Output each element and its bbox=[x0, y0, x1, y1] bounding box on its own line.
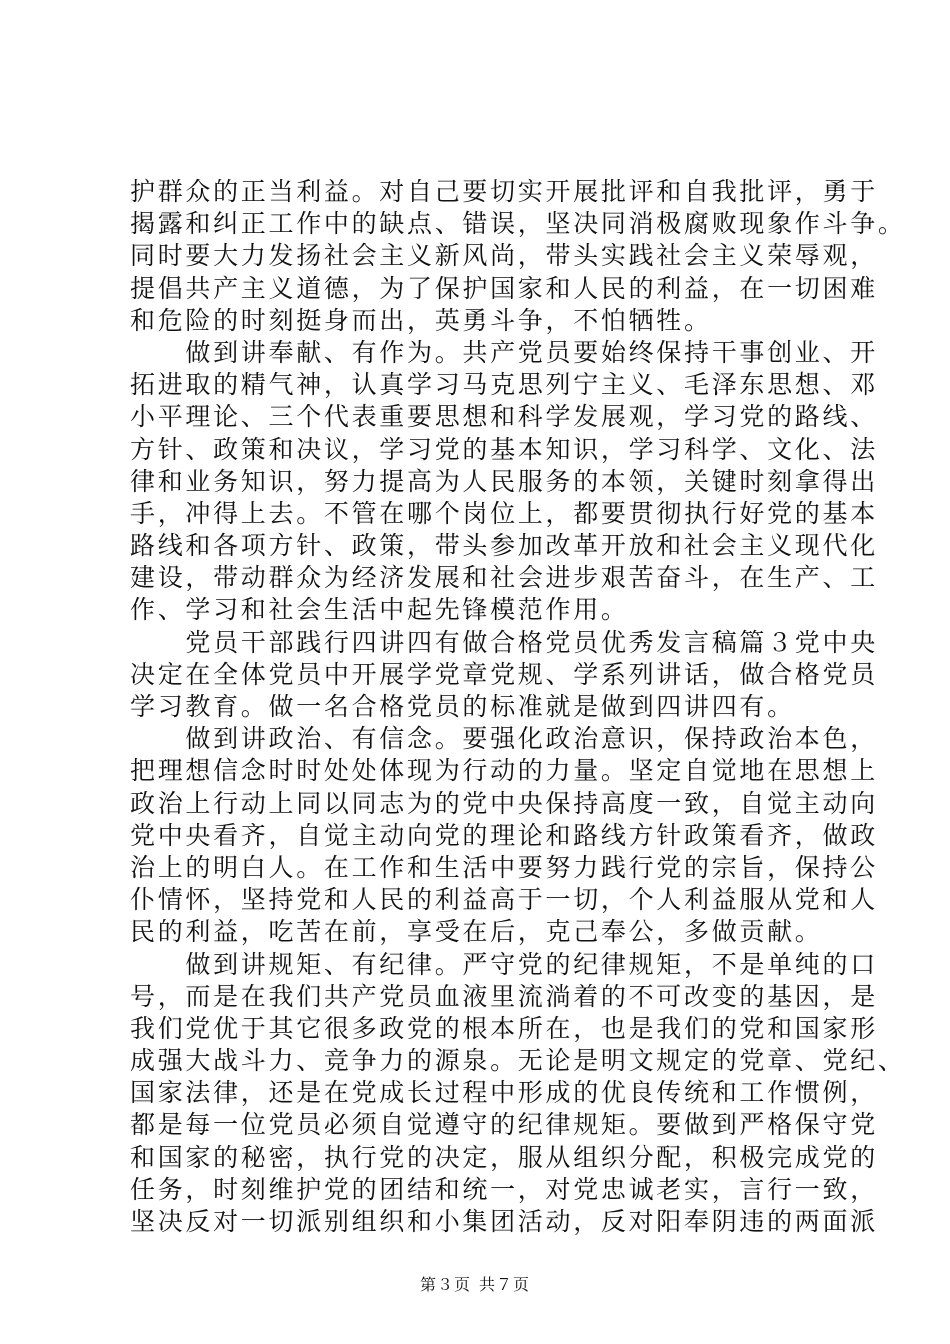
text-line: 做到讲规矩、有纪律。严守党的纪律规矩，不是单纯的口 bbox=[130, 949, 878, 979]
text-line: 学习教育。做一名合格党员的标准就是做到四讲四有。 bbox=[130, 692, 795, 721]
text-line: 作、学习和社会生活中起先锋模范作用。 bbox=[130, 595, 629, 625]
text-line: 律和业务知识，努力提高为人民服务的本领，关键时刻拿得出 bbox=[130, 466, 878, 496]
text-line: 都是每一位党员必须自觉遵守的纪律规矩。要做到严格保守党 bbox=[130, 1110, 878, 1140]
text-line: 揭露和纠正工作中的缺点、错误，坚决同消极腐败现象作斗争。 bbox=[130, 209, 906, 239]
text-line: 党员干部践行四讲四有做合格党员优秀发言稿篇３党中央 bbox=[130, 627, 878, 657]
text-line: 把理想信念时时处处体现为行动的力量。坚定自觉地在思想上 bbox=[130, 756, 878, 786]
page-footer bbox=[0, 1275, 950, 1295]
text-line: 和危险的时刻挺身而出，英勇斗争，不怕牺牲。 bbox=[130, 305, 712, 335]
text-line: 治上的明白人。在工作和生活中要努力践行党的宗旨，保持公 bbox=[130, 852, 878, 882]
text-line: 做到讲奉献、有作为。共产党员要始终保持干事创业、开 bbox=[130, 337, 878, 367]
page-total: 共７页 bbox=[479, 1275, 531, 1294]
text-line: 方针、政策和决议，学习党的基本知识，学习科学、文化、法 bbox=[130, 434, 878, 464]
text-line: 手，冲得上去。不管在哪个岗位上，都要贯彻执行好党的基本 bbox=[130, 498, 878, 528]
page-number: 第３页 bbox=[419, 1275, 471, 1294]
text-line: 做到讲政治、有信念。要强化政治意识，保持政治本色， bbox=[130, 724, 878, 754]
text-line: 路线和各项方针、政策，带头参加改革开放和社会主义现代化 bbox=[130, 531, 878, 561]
text-line: 成强大战斗力、竞争力的源泉。无论是明文规定的党章、党纪、 bbox=[130, 1046, 906, 1076]
text-line: 和国家的秘密，执行党的决定，服从组织分配，积极完成党的 bbox=[130, 1142, 878, 1172]
text-line: 民的利益，吃苦在前，享受在后，克己奉公，多做贡献。 bbox=[130, 917, 823, 947]
text-line: 党中央看齐，自觉主动向党的理论和路线方针政策看齐，做政 bbox=[130, 820, 878, 850]
body-text bbox=[130, 176, 906, 1238]
text-line: 政治上行动上同以同志为的党中央保持高度一致，自觉主动向 bbox=[130, 788, 878, 818]
text-line: 同时要大力发扬社会主义新风尚，带头实践社会主义荣辱观， bbox=[130, 241, 878, 271]
text-line: 小平理论、三个代表重要思想和科学发展观，学习党的路线、 bbox=[130, 402, 878, 432]
text-line: 我们党优于其它很多政党的根本所在，也是我们的党和国家形 bbox=[130, 1013, 878, 1043]
text-line: 护群众的正当利益。对自己要切实开展批评和自我批评，勇于 bbox=[130, 177, 878, 206]
text-line: 任务，时刻维护党的团结和统一，对党忠诚老实，言行一致， bbox=[130, 1174, 878, 1204]
text-line: 仆情怀，坚持党和人民的利益高于一切，个人利益服从党和人 bbox=[130, 885, 878, 915]
text-line: 建设，带动群众为经济发展和社会进步艰苦奋斗，在生产、工 bbox=[130, 563, 878, 593]
text-line: 坚决反对一切派别组织和小集团活动，反对阳奉阴违的两面派 bbox=[130, 1207, 878, 1236]
text-line: 拓进取的精气神，认真学习马克思列宁主义、毛泽东思想、邓 bbox=[130, 370, 878, 400]
text-line: 决定在全体党员中开展学党章党规、学系列讲话，做合格党员 bbox=[130, 659, 878, 689]
text-line: 号，而是在我们共产党员血液里流淌着的不可改变的基因，是 bbox=[130, 981, 878, 1011]
text-line: 提倡共产主义道德，为了保护国家和人民的利益，在一切困难 bbox=[130, 273, 878, 303]
text-line: 国家法律，还是在党成长过程中形成的优良传统和工作惯例， bbox=[130, 1078, 878, 1108]
